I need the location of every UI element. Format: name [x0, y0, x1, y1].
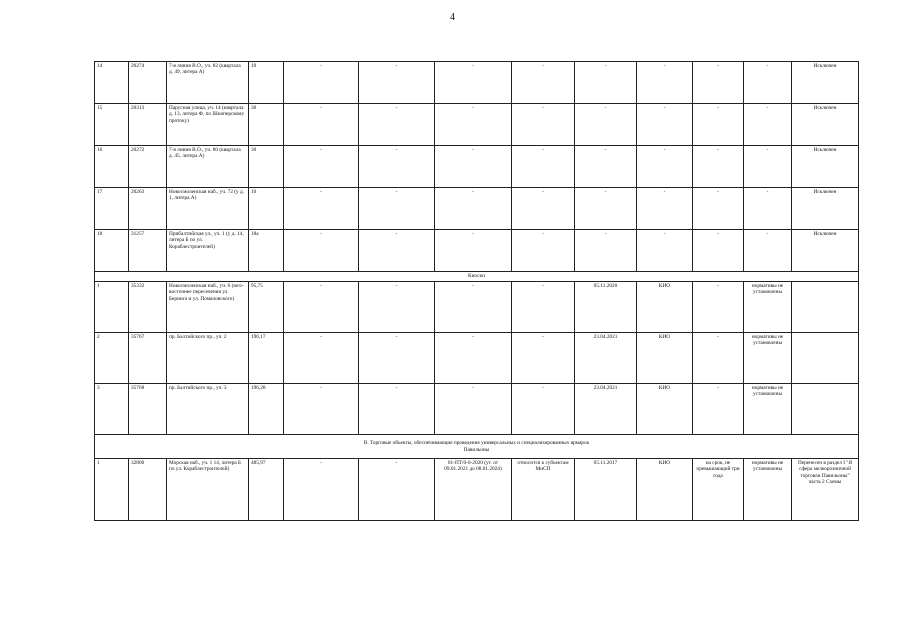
cell-note: Исключен	[792, 146, 859, 188]
cell-note: Исключен	[792, 230, 859, 272]
cell-c5: 05.11.2020	[575, 282, 637, 333]
cell-area: 30	[249, 104, 284, 146]
cell-c6: -	[637, 104, 693, 146]
cell-addr: 7-я линия В.О., уч. 82 (квартала д. 49, литера А)	[167, 62, 249, 104]
cell-c3: -	[435, 146, 512, 188]
cell-c4: -	[512, 333, 575, 384]
cell-n: 3	[95, 384, 129, 435]
cell-c5: -	[575, 62, 637, 104]
cell-c7: -	[693, 333, 744, 384]
cell-c1: -	[284, 282, 359, 333]
cell-area: 95,75	[249, 282, 284, 333]
table-row	[95, 282, 859, 333]
cell-c4: -	[512, 384, 575, 435]
cell-c1: -	[284, 146, 359, 188]
schema-table	[94, 61, 859, 521]
cell-c8: -	[744, 62, 792, 104]
cell-c4: -	[512, 282, 575, 333]
cell-area: 196,17	[249, 333, 284, 384]
cell-addr: пр. Балтийского пр., уч. 2	[167, 333, 249, 384]
cell-c7: -	[693, 62, 744, 104]
table-row	[95, 104, 859, 146]
cell-c8: -	[744, 146, 792, 188]
cell-c1: -	[284, 333, 359, 384]
table-row	[95, 459, 859, 521]
cell-area: 196,28	[249, 384, 284, 435]
cell-addr: Новосмоленская наб., уч. 6 (юго-восточнее пересечения ул. Беринга и ул. Помяловского)	[167, 282, 249, 333]
table-row	[95, 188, 859, 230]
cell-c4: относится к субъектам МиСП	[512, 459, 575, 521]
cell-c3: 01-ПТ/0-0-2020 (ут. от 09.01.2021 до 08.01.2024)	[435, 459, 512, 521]
cell-c3: -	[435, 188, 512, 230]
cell-n: 2	[95, 333, 129, 384]
cell-c7: -	[693, 230, 744, 272]
cell-id: 35768	[129, 384, 167, 435]
cell-c1: -	[284, 188, 359, 230]
cell-c6: -	[637, 62, 693, 104]
table-row	[95, 62, 859, 104]
cell-area: 10	[249, 188, 284, 230]
cell-c1: -	[284, 384, 359, 435]
cell-note: Исключен	[792, 188, 859, 230]
cell-c7: -	[693, 188, 744, 230]
cell-addr: Прибалтийская ул., уч. 1 (у д. 14, литера Б по ул. Кораблестроителей)	[167, 230, 249, 272]
table-row	[95, 384, 859, 435]
cell-id: 35332	[129, 282, 167, 333]
cell-c2: -	[359, 188, 435, 230]
cell-c8: -	[744, 104, 792, 146]
cell-c6: КИО	[637, 282, 693, 333]
cell-n: 1	[95, 282, 129, 333]
cell-c8: нормативы не установлены	[744, 384, 792, 435]
cell-c2: -	[359, 384, 435, 435]
cell-c4: -	[512, 188, 575, 230]
cell-c5: 23.04.2021	[575, 333, 637, 384]
cell-n: 16	[95, 146, 129, 188]
cell-c5: -	[575, 104, 637, 146]
cell-c2: -	[359, 230, 435, 272]
cell-id: 32800	[129, 459, 167, 521]
cell-c1: -	[284, 104, 359, 146]
cell-c1: -	[284, 62, 359, 104]
cell-c8: нормативы не установлены	[744, 459, 792, 521]
cell-addr: пр. Балтийского пр., уч. 3	[167, 384, 249, 435]
cell-c8: нормативы не установлены	[744, 282, 792, 333]
cell-c6: -	[637, 146, 693, 188]
cell-c2: -	[359, 459, 435, 521]
cell-c3: -	[435, 384, 512, 435]
cell-c1: -	[284, 230, 359, 272]
cell-c4: -	[512, 62, 575, 104]
cell-id: 31257	[129, 230, 167, 272]
cell-note	[792, 384, 859, 435]
cell-c6: КИО	[637, 384, 693, 435]
cell-c4: -	[512, 146, 575, 188]
cell-n: 14	[95, 62, 129, 104]
cell-c2: -	[359, 333, 435, 384]
cell-c4: -	[512, 230, 575, 272]
table-row	[95, 230, 859, 272]
table-row	[95, 146, 859, 188]
section-title: В. Торговые объекты, обеспечивающие проведение универсальных и специализированных ярмарок	[363, 440, 590, 447]
cell-addr: Морская наб., уч. 1 14, литера Б по ул. Кораблестроителей)	[167, 459, 249, 521]
cell-area: 10	[249, 62, 284, 104]
cell-c3: -	[435, 230, 512, 272]
cell-area: 18а	[249, 230, 284, 272]
cell-c3: -	[435, 104, 512, 146]
cell-c8: -	[744, 188, 792, 230]
cell-c7: на срок, не превышающий три года	[693, 459, 744, 521]
cell-c7: -	[693, 282, 744, 333]
cell-c7: -	[693, 146, 744, 188]
cell-c5: 23.04.2021	[575, 384, 637, 435]
cell-note	[792, 333, 859, 384]
cell-c2: -	[359, 62, 435, 104]
cell-n: 18	[95, 230, 129, 272]
cell-id: 20263	[129, 188, 167, 230]
cell-c4: -	[512, 104, 575, 146]
cell-c5: 05.11.2017	[575, 459, 637, 521]
cell-note: Исключен	[792, 104, 859, 146]
cell-c6: КИО	[637, 333, 693, 384]
cell-n: 17	[95, 188, 129, 230]
cell-addr: 7-я линия В.О., уч. 80 (квартала д. 45, литера А)	[167, 146, 249, 188]
cell-note: Исключен	[792, 62, 859, 104]
cell-id: 20313	[129, 104, 167, 146]
cell-note	[792, 282, 859, 333]
cell-c5: -	[575, 230, 637, 272]
cell-c1: -	[284, 459, 359, 521]
cell-area: 485,97	[249, 459, 284, 521]
cell-c3: -	[435, 282, 512, 333]
cell-addr: Парусная улица, уч. 14 (квартала д. 13, литера Ф, по Шкиперскому протоку)	[167, 104, 249, 146]
section-header	[95, 435, 859, 459]
cell-id: 35767	[129, 333, 167, 384]
cell-id: 20274	[129, 62, 167, 104]
cell-c7: -	[693, 384, 744, 435]
cell-c2: -	[359, 282, 435, 333]
cell-c5: -	[575, 188, 637, 230]
cell-c7: -	[693, 104, 744, 146]
cell-n: 15	[95, 104, 129, 146]
cell-c6: -	[637, 230, 693, 272]
cell-c2: -	[359, 146, 435, 188]
cell-area: 30	[249, 146, 284, 188]
cell-n: 1	[95, 459, 129, 521]
cell-c8: нормативы не установлены	[744, 333, 792, 384]
cell-c3: -	[435, 333, 512, 384]
page-number: 4	[450, 12, 455, 23]
cell-note: Перенесен в раздел I "Я сфера мелкорозничной торговли Павильоны" часть 2 Схемы	[792, 459, 859, 521]
cell-id: 20272	[129, 146, 167, 188]
cell-c6: -	[637, 188, 693, 230]
cell-c6: КИО	[637, 459, 693, 521]
cell-c3: -	[435, 62, 512, 104]
cell-c2: -	[359, 104, 435, 146]
section-subtitle: Павильоны	[463, 446, 490, 453]
cell-addr: Новосмоленская наб., уч. 72 (у д. 1, литера А)	[167, 188, 249, 230]
cell-c5: -	[575, 146, 637, 188]
cell-c8: -	[744, 230, 792, 272]
section-kiosks: Киоски	[95, 272, 859, 282]
table-row	[95, 333, 859, 384]
